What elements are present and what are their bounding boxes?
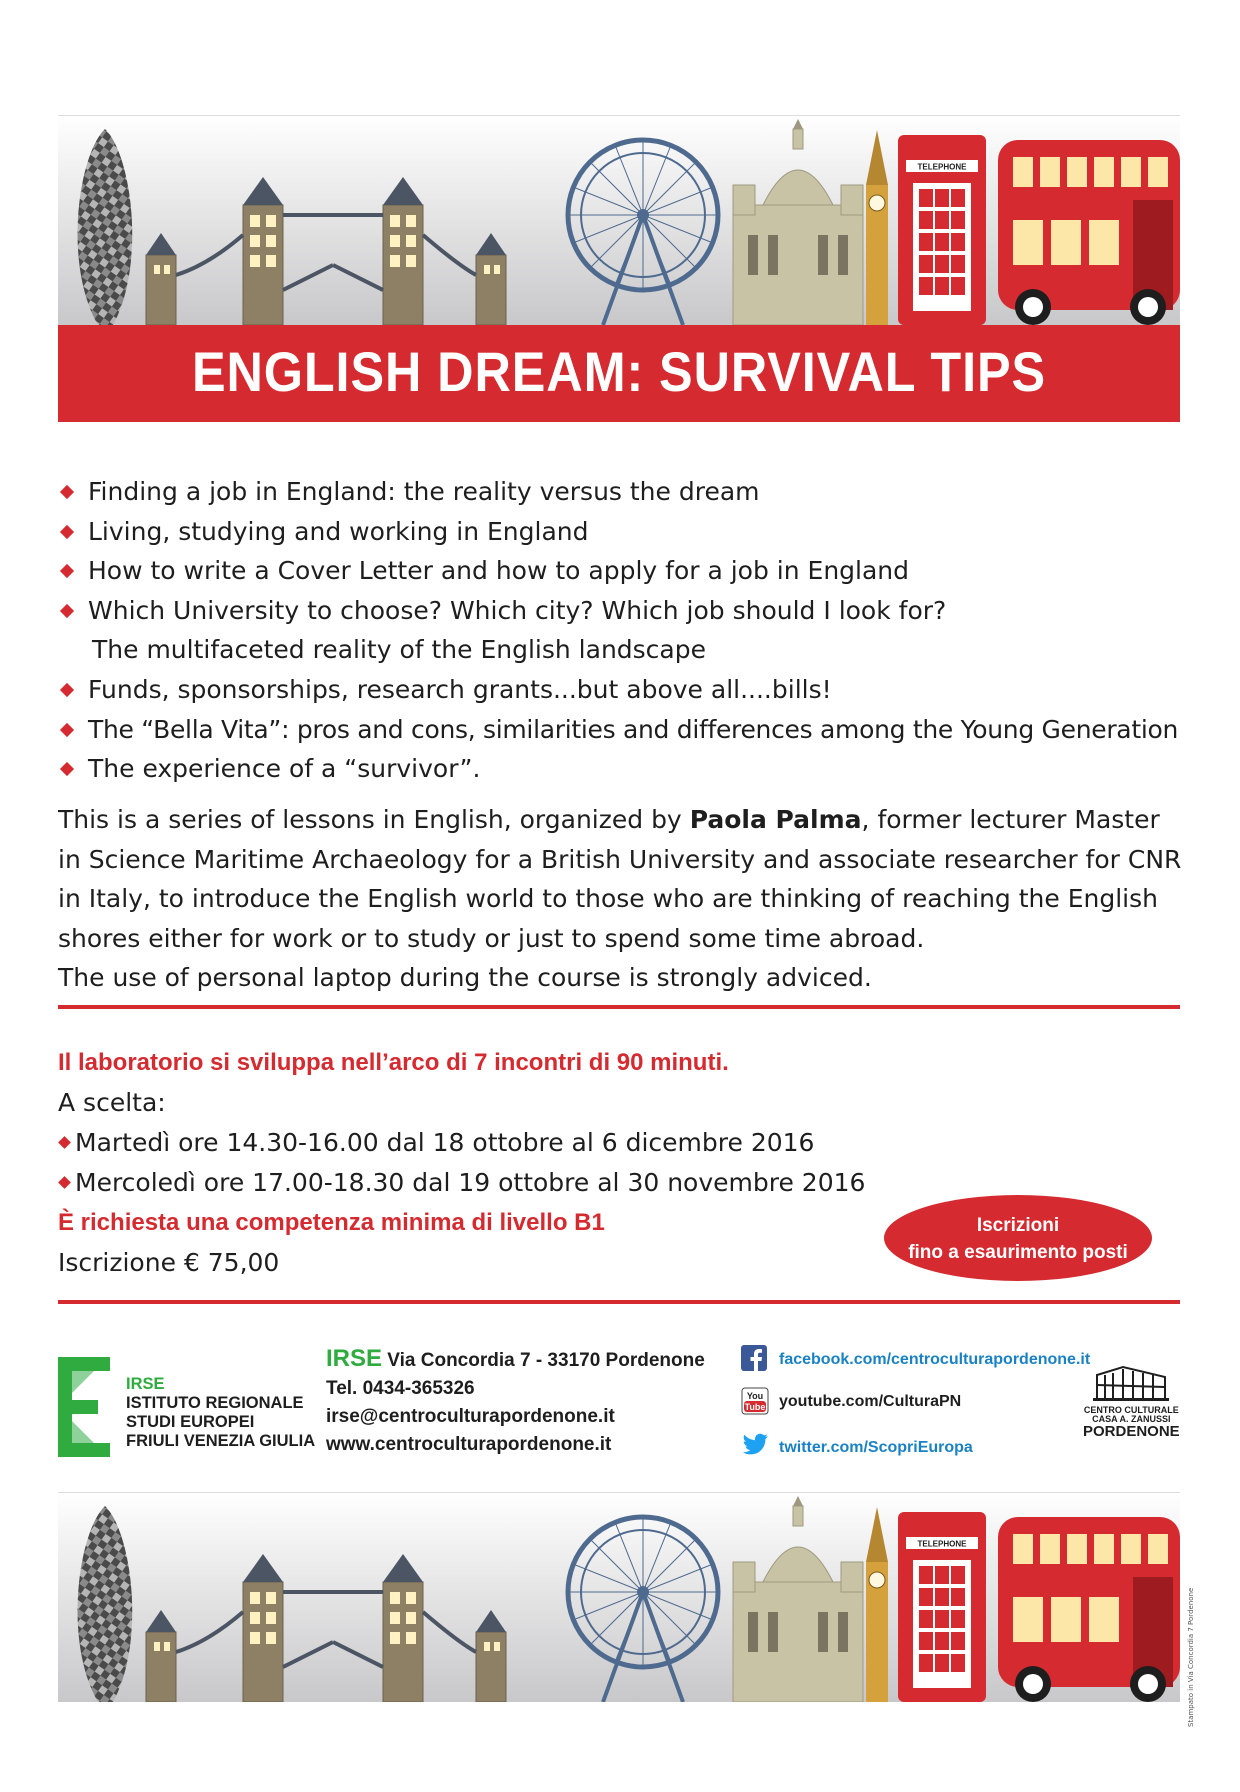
list-item: Which University to choose? Which city? Which job should I look for? (58, 591, 1198, 631)
divider (58, 1300, 1180, 1304)
list-item: Funds, sponsorships, research grants...but above all....bills! (58, 670, 1198, 710)
diamond-bullet-icon (58, 1136, 71, 1149)
page-title: ENGLISH DREAM: SURVIVAL TIPS (191, 340, 1047, 403)
title-bar (58, 325, 1180, 422)
youtube-icon (741, 1387, 769, 1415)
diamond-bullet-icon (60, 604, 74, 618)
diamond-bullet-icon (60, 762, 74, 776)
footer: IRSE ISTITUTO REGIONALE STUDI EUROPEI FRIULI VENEZIA GIULIA IRSE Via Concordia 7 - 33170 Pordenone Tel. 0434-365326 irse@centroculturapordenone.it www.centroculturapordenone.it facebook.com/centroculturapordenone.it You Tube youtube.com/CulturaPN twitter.com/ScopriEuropa CENTRO CULTURALE CASA A. ZANUSSI PORDENONE (58, 1345, 1180, 1465)
address-brand: IRSE (326, 1345, 383, 1372)
casa-zanussi-logo: CENTRO CULTURALE CASA A. ZANUSSI PORDENONE (1083, 1365, 1180, 1439)
diamond-bullet-icon (60, 525, 74, 539)
diamond-bullet-icon (60, 485, 74, 499)
course-description (58, 800, 1184, 998)
diamond-bullet-icon (58, 1176, 71, 1189)
svg-text:Tube: Tube (744, 1402, 766, 1412)
list-item: The “Bella Vita”: pros and cons, similarities and differences among the Young Generation (58, 710, 1198, 750)
website-link[interactable]: www.centroculturapordenone.it (326, 1434, 612, 1455)
email-link[interactable]: irse@centroculturapordenone.it (326, 1406, 615, 1427)
irse-logo-icon (58, 1357, 110, 1457)
level-requirement: È richiesta una competenza minima di livello B1 (58, 1209, 605, 1236)
schedule-option: Martedì ore 14.30-16.00 dal 18 ottobre al 6 dicembre 2016 (58, 1123, 865, 1163)
phone: Tel. 0434-365326 (326, 1378, 475, 1399)
schedule-option: Mercoledì ore 17.00-18.30 dal 19 ottobre al 30 novembre 2016 (58, 1163, 865, 1203)
diamond-bullet-icon (60, 564, 74, 578)
diamond-bullet-icon (60, 683, 74, 697)
course-headline: Il laboratorio si sviluppa nell’arco di 7 incontri di 90 minuti. (58, 1049, 729, 1076)
twitter-bird-icon (741, 1433, 769, 1457)
diamond-bullet-icon (60, 722, 74, 736)
london-skyline-illustration (58, 1492, 1180, 1702)
list-item: Living, studying and working in England (58, 512, 1198, 552)
svg-text:You: You (746, 1391, 764, 1401)
organizer-name: Paola Palma (689, 805, 862, 834)
printed-note: Stampato in Via Concordia 7 Pordenone (1187, 1587, 1195, 1727)
list-item: The experience of a “survivor”. (58, 749, 1198, 789)
address-line: Via Concordia 7 - 33170 Pordenone (387, 1350, 705, 1371)
building-icon (1093, 1365, 1169, 1401)
list-item: Finding a job in England: the reality versus the dream (58, 472, 1198, 512)
contact-address (326, 1345, 705, 1459)
laptop-note: The use of personal laptop during the course is strongly adviced. (58, 963, 872, 993)
topics-list (58, 472, 1198, 789)
description-paragraph: This is a series of lessons in English, organized by Paola Palma, former lecturer Master in Science Maritime Archaeology for a British University and associate researcher for CNR in Italy, to introduce the English world to those who are thinking of reaching the English shores either for work or to study or just to spend some time abroad. (58, 805, 1182, 953)
list-item-continuation: The multifaceted reality of the English landscape (92, 635, 707, 665)
signup-badge: Iscrizioni fino a esaurimento posti (884, 1195, 1152, 1281)
course-fee: Iscrizione € 75,00 (58, 1248, 280, 1277)
london-skyline-illustration (58, 115, 1180, 325)
facebook-icon (741, 1345, 767, 1371)
list-item: How to write a Cover Letter and how to apply for a job in England (58, 551, 1198, 591)
divider (58, 1005, 1180, 1009)
irse-institute-name: IRSE ISTITUTO REGIONALE STUDI EUROPEI FRIULI VENEZIA GIULIA (126, 1375, 316, 1450)
course-info (58, 1043, 865, 1283)
bottom-skyline-banner (58, 1492, 1180, 1792)
choice-label: A scelta: (58, 1088, 166, 1117)
